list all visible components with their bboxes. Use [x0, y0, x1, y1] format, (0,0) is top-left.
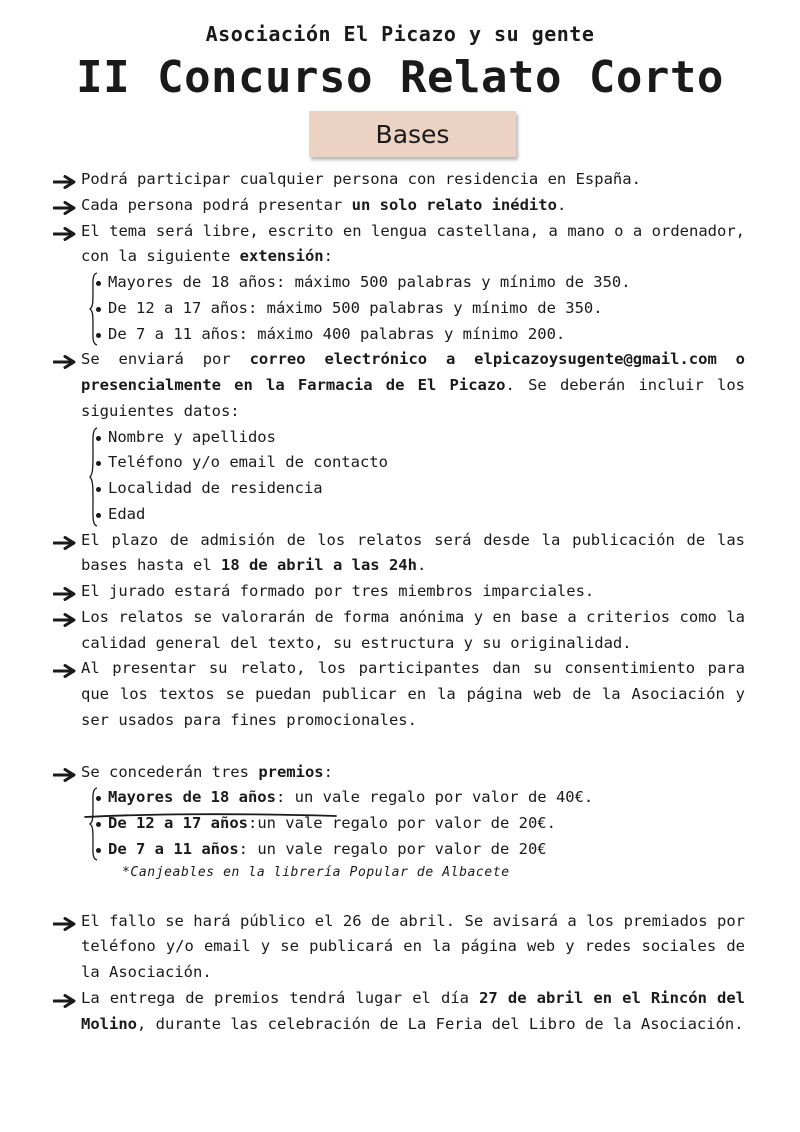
closing-text: El fallo se hará público el 26 de abril. Se avisará a los premiados por teléfono y/o email y se publicará en la página web y redes sociales de la Asociación.: [81, 911, 745, 981]
hand-drawn-arrow-icon: [53, 355, 79, 369]
prize-value: :un vale regalo por valor de 20€.: [247, 814, 556, 832]
rule-evaluation: [0, 605, 800, 657]
list-item: Teléfono y/o email de contacto: [89, 450, 800, 476]
prizes-intro: [0, 760, 800, 786]
rule-text: Al presentar su relato, los participantes dan su consentimiento para que los textos se puedan publicar en la página web de la Asociación y ser usados para fines promocionales.: [81, 659, 745, 729]
bases-tag-label: Bases: [375, 119, 450, 149]
spacer: [0, 734, 800, 760]
rule-text: .: [416, 556, 427, 575]
list-item: Nombre y apellidos: [89, 425, 800, 451]
rule-bold-text: 18 de abril a las 24h: [220, 556, 417, 575]
hand-drawn-arrow-icon: [53, 227, 79, 241]
prize-item: [89, 811, 800, 837]
closing-text: , durante las celebración de La Feria del Libro de la Asociación.: [137, 1014, 744, 1033]
rule-bold-text: extensión: [239, 247, 324, 266]
list-item: De 12 a 17 años: máximo 500 palabras y mínimo de 350.: [89, 296, 800, 322]
hand-drawn-arrow-icon: [53, 175, 79, 189]
rule-text: El plazo de admisión de los relatos será desde la publicación de las bases hasta el: [81, 530, 745, 575]
rule-participation: [0, 167, 800, 193]
rule-theme: [0, 219, 800, 271]
spacer: [0, 883, 800, 909]
rule-deadline: [0, 528, 800, 580]
rule-text: Los relatos se valorarán de forma anónima y en base a criterios como la calidad general del texto, su estructura y su originalidad.: [81, 607, 745, 652]
rule-one-story: [0, 193, 800, 219]
rule-bold-text: correo electrónico a elpicazoysugente@gmail.com o presencialmente en la Farmacia de El Picazo: [81, 350, 745, 394]
bases-tag: [309, 111, 516, 157]
closing-ceremony: [0, 986, 800, 1038]
rule-bold-text: un solo relato inédito: [351, 195, 557, 214]
rule-text: Cada persona podrá presentar: [81, 195, 352, 214]
prize-category: Mayores de 18 años: [108, 788, 276, 807]
prize-item: [89, 837, 800, 863]
rule-text: :: [323, 247, 333, 266]
length-sublist: [89, 270, 800, 347]
prize-item: [89, 785, 800, 811]
closing-text: La entrega de premios tendrá lugar el día: [81, 988, 480, 1007]
rule-text: Podrá participar cualquier persona con residencia en España.: [81, 170, 641, 188]
list-item: Edad: [89, 502, 800, 528]
prizes-text: :: [323, 762, 333, 781]
rules-body: [0, 167, 800, 1037]
rule-jury: [0, 579, 800, 605]
rule-text: El jurado estará formado por tres miembros imparciales.: [81, 582, 595, 600]
rule-text: .: [556, 195, 567, 214]
closing-bold-text: 27 de abril en el Rincón del Molino: [81, 988, 745, 1033]
hand-drawn-arrow-icon: [53, 613, 79, 627]
prizes-text: Se concederán tres: [81, 762, 259, 781]
data-sublist: [89, 425, 800, 528]
prizes-sublist: [89, 785, 800, 862]
rule-submission: [0, 347, 800, 424]
prize-category: De 7 a 11 años: [108, 839, 239, 858]
hand-drawn-arrow-icon: [53, 994, 79, 1008]
rule-consent: [0, 656, 800, 733]
rule-text: Se enviará por: [81, 350, 250, 369]
closing-announcement: [0, 909, 800, 986]
hand-drawn-arrow-icon: [53, 664, 79, 678]
rule-text: . Se deberán incluir los siguientes datos:: [81, 376, 745, 420]
prize-value: : un vale regalo por valor de 20€: [238, 839, 547, 858]
prize-value: : un vale regalo por valor de 40€.: [275, 788, 594, 807]
hand-drawn-arrow-icon: [53, 587, 79, 601]
hand-drawn-arrow-icon: [53, 768, 79, 782]
prizes-bold-text: premios: [258, 762, 324, 781]
prizes-note: *Canjeables en la librería Popular de Albacete: [122, 864, 510, 880]
list-item: De 7 a 11 años: máximo 400 palabras y mínimo 200.: [89, 322, 800, 348]
organization-name: Asociación El Picazo y su gente: [205, 22, 595, 46]
list-item: Mayores de 18 años: máximo 500 palabras y mínimo de 350.: [89, 270, 800, 296]
page-title: II Concurso Relato Corto: [76, 52, 724, 103]
hand-drawn-arrow-icon: [53, 201, 79, 215]
list-item: Localidad de residencia: [89, 476, 800, 502]
prize-category: De 12 a 17 años: [108, 814, 248, 832]
rule-text: El tema será libre, escrito en lengua castellana, a mano o a ordenador, con la siguiente: [81, 221, 745, 266]
hand-drawn-arrow-icon: [53, 536, 79, 550]
hand-drawn-arrow-icon: [53, 917, 79, 931]
